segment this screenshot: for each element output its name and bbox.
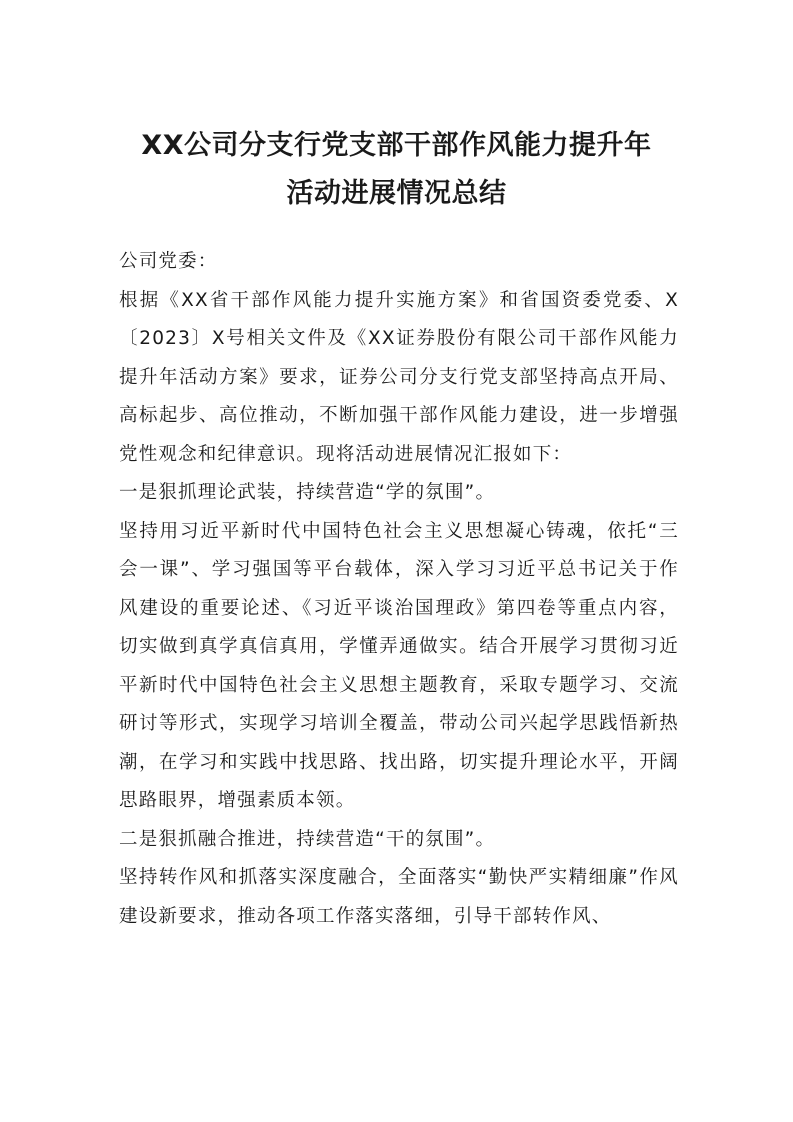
document-title-line-2: 活动进展情况总结: [286, 178, 507, 209]
salutation: 公司党委：: [119, 251, 218, 272]
section-paragraph-1: 坚持用习近平新时代中国特色社会主义思想凝心铸魂，依托“三会一课”、学习强国等平台载体，深入学习习近平总书记关于作风建设的重要论述、《习近平谈治国理政》第四卷等重点内容，切实做到真学真信真用，学懂弄通做实。结合开展学习贯彻习近平新时代中国特色社会主义思想主题教育，采取专题学习、交流研讨等形式，实现学习培训全覆盖，带动公司兴起学思践悟新热潮，在学习和实践中找思路、找出路，切实提升理论水平，开阔思路眼界，增强素质本领。: [119, 520, 679, 811]
document-title-line-1: XX公司分支行党支部干部作风能力提升年: [141, 130, 652, 161]
intro-paragraph: 根据《XX省干部作风能力提升实施方案》和省国资委党委、X〔2023〕X号相关文件及《XX证券股份有限公司干部作风能力提升年活动方案》要求，证券公司分支行党支部坚持高点开局、高标起步、高位推动，不断加强干部作风能力建设，进一步增强党性观念和纪律意识。现将活动进展情况汇报如下：: [119, 289, 679, 465]
document-body: [119, 243, 679, 936]
section-paragraph-2: 坚持转作风和抓落实深度融合，全面落实“勤快严实精细廉”作风建设新要求，推动各项工作落实落细，引导干部转作风、: [119, 867, 679, 927]
section-heading-2: 二是狠抓融合推进，持续营造“干的氛围”。: [119, 828, 496, 850]
section-heading-1: 一是狠抓理论武装，持续营造“学的氛围”。: [119, 482, 496, 503]
